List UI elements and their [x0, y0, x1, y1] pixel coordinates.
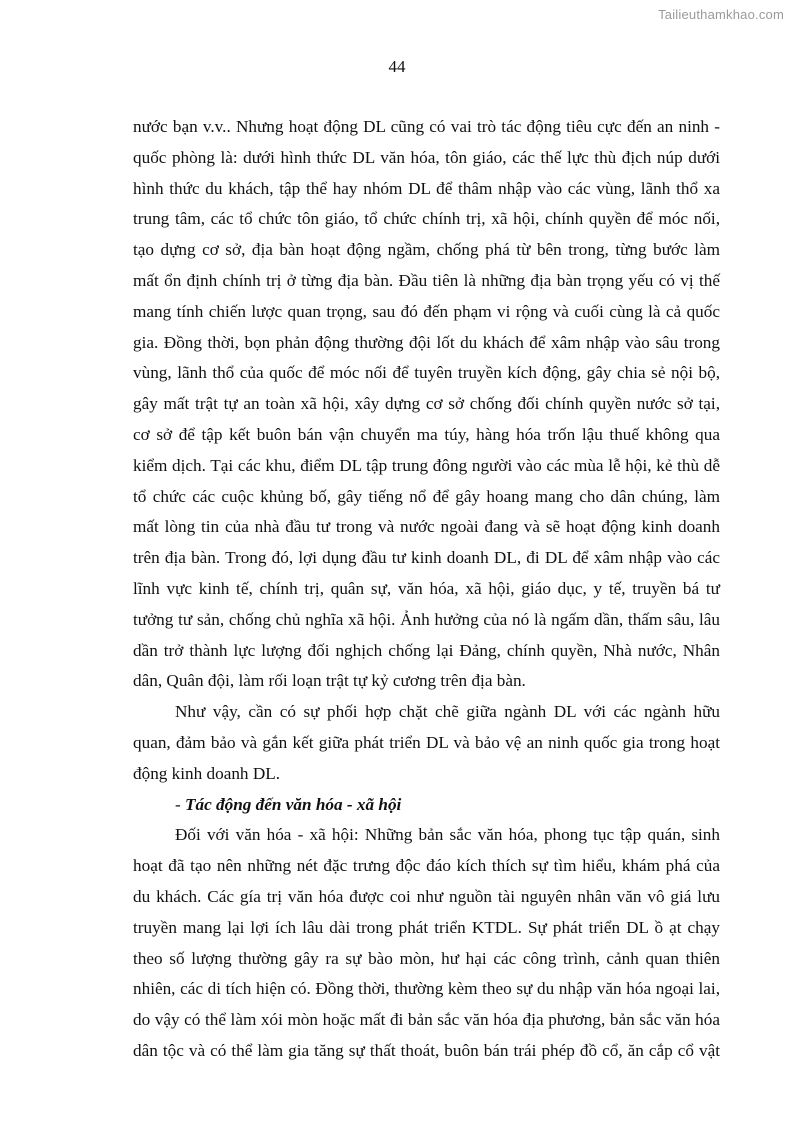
text-line: động kinh doanh DL.	[133, 763, 281, 783]
heading-title: Tác động đến văn hóa - xã hội	[185, 794, 402, 814]
section-heading	[133, 790, 720, 821]
text-line: kiểm dịch. Tại các khu, điểm DL tập trung đông người vào các mùa lễ hội, kẻ thù dễ	[133, 455, 720, 475]
text-line: vùng, lãnh thổ của quốc để móc nối để tuyên truyền kích động, gây chia sẻ nội bộ,	[133, 363, 720, 383]
text-line: nước bạn v.v.. Nhưng hoạt động DL cũng có vai trò tác động tiêu cực đến an ninh -	[133, 117, 720, 136]
text-line: mang tính chiến lược quan trọng, sau đó đến phạm vi rộng và cuối cùng là cả quốc	[133, 301, 720, 321]
text-line: quan, đảm bảo và gắn kết giữa phát triển DL và bảo vệ an ninh quốc gia trong hoạt	[133, 732, 720, 752]
text-line: mất ổn định chính trị ở từng địa bàn. Đầu tiên là những địa bàn trọng yếu có vị thế	[133, 270, 720, 290]
text-line: tổ chức các cuộc khủng bố, gây tiếng nổ để gây hoang mang cho dân chúng, làm	[133, 486, 720, 506]
text-line: lĩnh vực kinh tế, chính trị, quân sự, văn hóa, xã hội, giáo dục, y tế, truyền bá tư	[133, 578, 720, 598]
text-line: hoạt đã tạo nên những nét đặc trưng độc đáo kích thích sự tìm hiểu, khám phá của	[133, 856, 720, 876]
text-line: do vậy có thể làm xói mòn hoặc mất đi bản sắc văn hóa địa phương, bản sắc văn hóa	[133, 1010, 720, 1030]
paragraph-culture-society	[133, 820, 720, 1066]
text-line: gia. Đồng thời, bọn phản động thường đội lốt du khách để xâm nhập vào sâu trong	[133, 332, 720, 352]
text-line: hình thức du khách, tập thể hay nhóm DL để thâm nhập vào các vùng, lãnh thổ xa	[133, 178, 720, 198]
watermark-text: Tailieuthamkhao.com	[658, 7, 784, 22]
text-line: dần trở thành lực lượng đối nghịch chống lại Đảng, chính quyền, Nhà nước, Nhân	[133, 640, 720, 660]
text-line: trên địa bàn. Trong đó, lợi dụng đầu tư kinh doanh DL, đi DL để xâm nhập vào các	[133, 548, 720, 568]
paragraph-coordination	[133, 697, 720, 789]
text-line: Như vậy, cần có sự phối hợp chặt chẽ giữa ngành DL với các ngành hữu	[175, 702, 720, 722]
heading-dash: -	[175, 794, 186, 814]
text-line: du khách. Các gía trị văn hóa được coi như nguồn tài nguyên nhân văn vô giá lưu	[133, 886, 720, 906]
text-line: quốc phòng là: dưới hình thức DL văn hóa, tôn giáo, các thế lực thù địch núp dưới	[133, 147, 720, 167]
text-line: truyền mang lại lợi ích lâu dài trong phát triển KTDL. Sự phát triển DL ồ ạt chạy	[133, 917, 720, 937]
text-line: theo số lượng thường gây ra sự bào mòn, hư hại các công trình, cảnh quan thiên	[133, 948, 720, 968]
text-line: Đối với văn hóa - xã hội: Những bản sắc văn hóa, phong tục tập quán, sinh	[175, 825, 720, 845]
document-body	[133, 112, 720, 1067]
text-line: dân, Quân đội, làm rối loạn trật tự kỷ cương trên địa bàn.	[133, 671, 526, 691]
text-line: tưởng tư sản, chống chủ nghĩa xã hội. Ảnh hưởng của nó là ngấm dần, thấm sâu, lâu	[133, 609, 720, 629]
text-line: gây mất trật tự an toàn xã hội, xây dựng cơ sở chống đối chính quyền nước sở tại,	[133, 394, 720, 414]
text-line: nhiên, các di tích hiện có. Đồng thời, thường kèm theo sự du nhập văn hóa ngoại lai,	[133, 979, 720, 999]
page-number: 44	[388, 57, 406, 76]
text-line: cơ sở để tập kết buôn bán vận chuyển ma túy, hàng hóa trốn lậu thuế không qua	[133, 424, 720, 444]
text-line: mất lòng tin của nhà đầu tư trong và nước ngoài đang và sẽ hoạt động kinh doanh	[133, 517, 720, 537]
text-line: dân tộc và có thể làm gia tăng sự thất thoát, buôn bán trái phép đồ cổ, ăn cắp cổ vật	[133, 1040, 720, 1060]
text-line: tạo dựng cơ sở, địa bàn hoạt động ngầm, chống phá từ bên trong, từng bước làm	[133, 240, 720, 260]
text-line: trung tâm, các tổ chức tôn giáo, tổ chức chính trị, xã hội, chính quyền để móc nối,	[133, 209, 720, 229]
paragraph-security-impact	[133, 112, 720, 697]
